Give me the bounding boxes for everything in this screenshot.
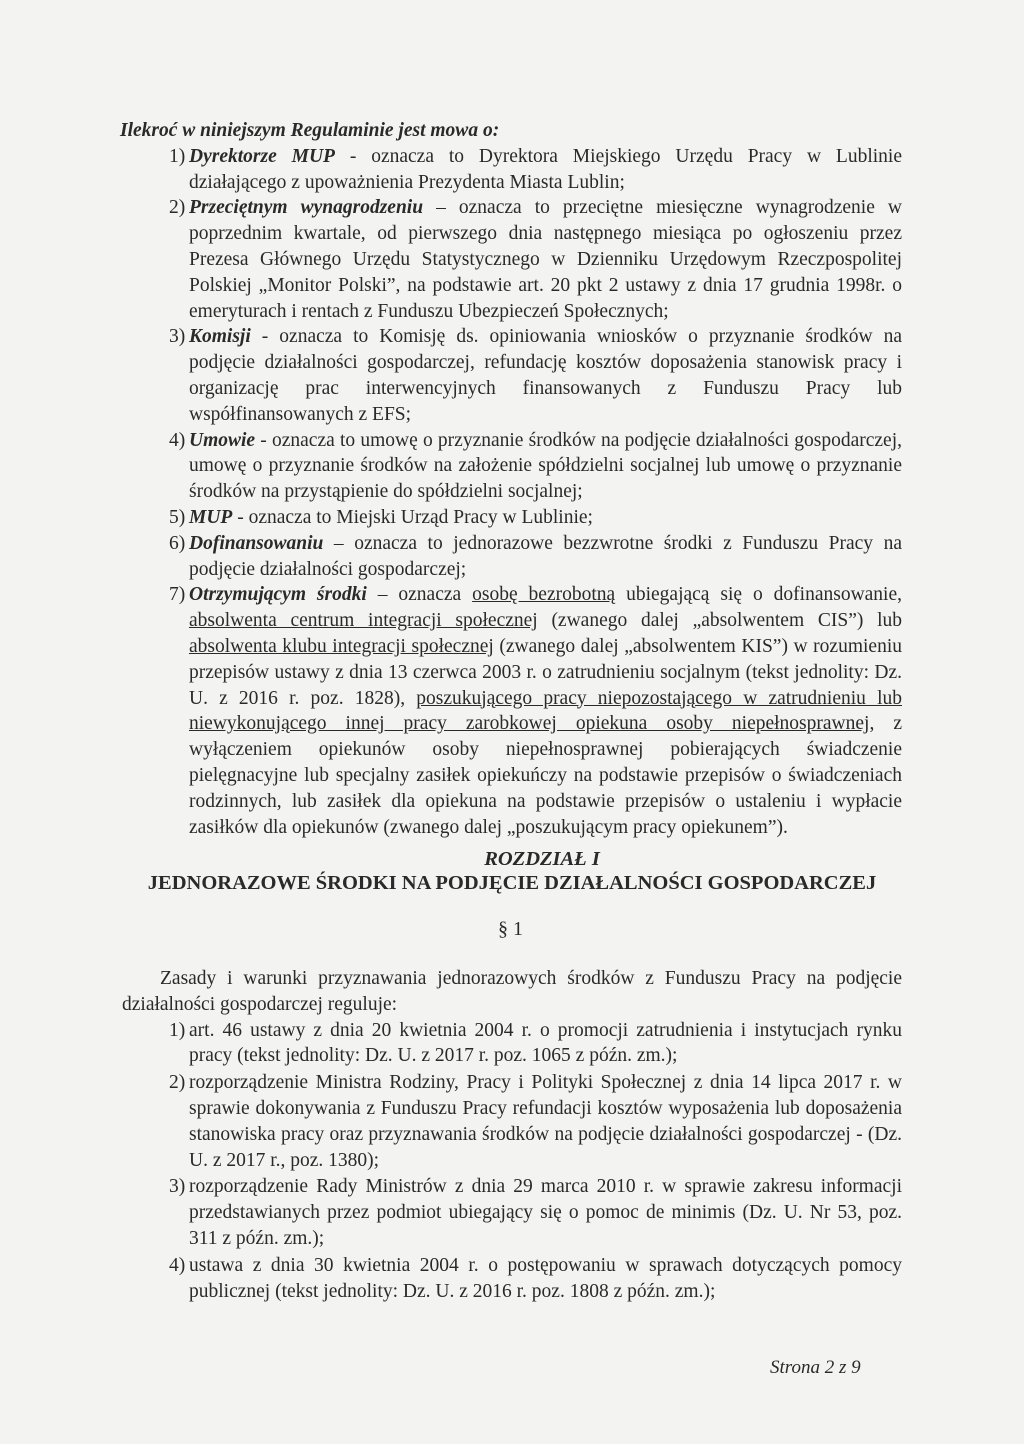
item-number: 4): [169, 1254, 186, 1276]
legal-basis-text: rozporządzenie Ministra Rodziny, Pracy i Polityki Społecznej z dnia 14 lipca 2017 r. w sprawie dokonywania z Funduszu Pracy refundacji kosztów wyposażenia lub doposażenia stanowiska pracy oraz przyznawania środków na podjęcie działalności gospodarczej - (Dz. U. z 2017 r., poz. 1380);: [189, 1072, 902, 1171]
item-number: 3): [169, 326, 186, 348]
legal-basis-text: rozporządzenie Rady Ministrów z dnia 29 marca 2010 r. w sprawie zakresu informacji przedstawianych przez podmiot ubiegający się o pomoc de minimis (Dz. U. Nr 53, poz. 311 z późn. zm.);: [189, 1176, 902, 1249]
definition-item: [122, 531, 902, 583]
item-number: 3): [169, 1176, 186, 1198]
definition-item: [122, 324, 902, 427]
definition-text: ubiegającą się o dofinansowanie,: [615, 584, 903, 606]
definition-item: [122, 428, 902, 505]
definition-term: Dyrektorze MUP: [189, 145, 335, 167]
item-number: 4): [169, 429, 186, 451]
legal-basis-text: ustawa z dnia 30 kwietnia 2004 r. o postępowaniu w sprawach dotyczących pomocy publicznej (tekst jednolity: Dz. U. z 2016 r. poz. 1808 z późn. zm.);: [189, 1254, 902, 1302]
definitions-section: [122, 118, 902, 840]
page-number: Strona 2 z 9: [770, 1357, 861, 1378]
section-number: § 1: [498, 918, 523, 940]
definition-text: (zwanego dalej „absolwentem CIS”) lub: [537, 610, 902, 632]
section-paragraph: Zasady i warunki przyznawania jednorazowych środków z Funduszu Pracy na podjęcie działalności gospodarczej reguluje:: [122, 968, 902, 1015]
definitions-list: [122, 144, 902, 841]
definition-text: - oznacza to Miejski Urząd Pracy w Lublinie;: [232, 506, 593, 528]
definition-term: Przeciętnym wynagrodzeniu: [189, 197, 424, 219]
section-body: [122, 966, 902, 1305]
underlined-phrase: osobę bezrobotną: [472, 584, 616, 606]
legal-basis-text: art. 46 ustawy z dnia 20 kwietnia 2004 r. o promocji zatrudnienia i instytucjach rynku pracy (tekst jednolity: Dz. U. z 2017 r. poz. 1065 z późn. zm.);: [189, 1019, 902, 1067]
definition-item: [122, 505, 902, 531]
definition-text: , z wyłączeniem opiekunów osoby niepełnosprawnej pobierających świadczenie pielęgnacyjne lub specjalny zasiłek opiekuńczy na podstawie przepisów o świadczeniach rodzinnych, lub zasiłek dla opiekuna na podstawie przepisów o ustaleniu i wypłacie zasiłków dla opiekunów (zwanego dalej „poszukującym pracy opiekunem”).: [189, 713, 902, 838]
underlined-phrase: absolwenta klubu integracji społecznej: [189, 635, 494, 657]
item-number: 1): [169, 1019, 186, 1041]
definition-term: Dofinansowaniu: [189, 532, 324, 554]
item-number: 1): [169, 145, 186, 167]
item-number: 2): [169, 1072, 186, 1094]
definition-text: – oznacza to przeciętne miesięczne wynagrodzenie w poprzednim kwartale, od pierwszego dnia następnego miesiąca po ogłoszeniu przez Prezesa Głównego Urzędu Statystycznego w Dzienniku Urzędowym Rzeczpospolitej Polskiej „Monitor Polski”, na podstawie art. 20 pkt 2 ustawy z dnia 17 grudnia 1998r. o emeryturach i rentach z Funduszu Ubezpieczeń Społecznych;: [189, 197, 902, 322]
definitions-heading: Ilekroć w niniejszym Regulaminie jest mowa o:: [120, 120, 500, 141]
definition-term: Umowie: [189, 429, 256, 451]
definition-text: - oznacza to Dyrektora Miejskiego Urzędu Pracy w Lublinie działającego z upoważnienia Prezydenta Miasta Lublin;: [189, 145, 902, 193]
definition-item: [122, 582, 902, 840]
definition-term: Otrzymującym środki: [189, 584, 367, 606]
legal-basis-item: [122, 1253, 902, 1305]
underlined-phrase: poszukującego pracy niepozostającego w zatrudnieniu lub niewykonującego innej pracy zarobkowej opiekuna osoby niepełnosprawnej: [189, 687, 902, 735]
definition-term: Komisji: [189, 326, 251, 348]
definition-text: (zwanego dalej „absolwentem KIS”) w rozumieniu przepisów ustawy z dnia 13 czerwca 2003 r. o zatrudnieniu socjalnym (tekst jednolity: Dz. U. z 2016 r. poz. 1828),: [189, 635, 902, 709]
legal-basis-item: [122, 1018, 902, 1070]
chapter-title: JEDNORAZOWE ŚRODKI NA PODJĘCIE DZIAŁALNOŚCI GOSPODARCZEJ: [147, 872, 877, 894]
item-number: 2): [169, 197, 186, 219]
item-number: 5): [169, 506, 186, 528]
legal-basis-item: [122, 1070, 902, 1173]
definition-item: [122, 144, 902, 196]
chapter-label: ROZDZIAŁ I: [484, 848, 600, 870]
definition-text: – oznacza to jednorazowe bezzwrotne środki z Funduszu Pracy na podjęcie działalności gospodarczej;: [189, 532, 902, 580]
definition-text: - oznacza to umowę o przyznanie środków na podjęcie działalności gospodarczej, umowę o przyznanie środków na założenie spółdzielni socjalnej lub umowę o przyznanie środków na przystąpienie do spółdzielni socjalnej;: [189, 429, 902, 503]
legal-basis-list: [122, 1018, 902, 1305]
item-number: 6): [169, 532, 186, 554]
definition-text: - oznacza to Komisję ds. opiniowania wniosków o przyznanie środków na podjęcie działalności gospodarczej, refundację kosztów doposażenia stanowisk pracy i organizację prac interwencyjnych finansowanych z Funduszu Pracy lub współfinansowanych z EFS;: [189, 326, 902, 425]
item-number: 7): [169, 584, 186, 606]
definition-item: [122, 195, 902, 324]
definition-text: – oznacza: [366, 584, 473, 606]
underlined-phrase: absolwenta centrum integracji społecznej: [189, 610, 538, 632]
definition-term: MUP: [189, 506, 233, 528]
legal-basis-item: [122, 1174, 902, 1251]
